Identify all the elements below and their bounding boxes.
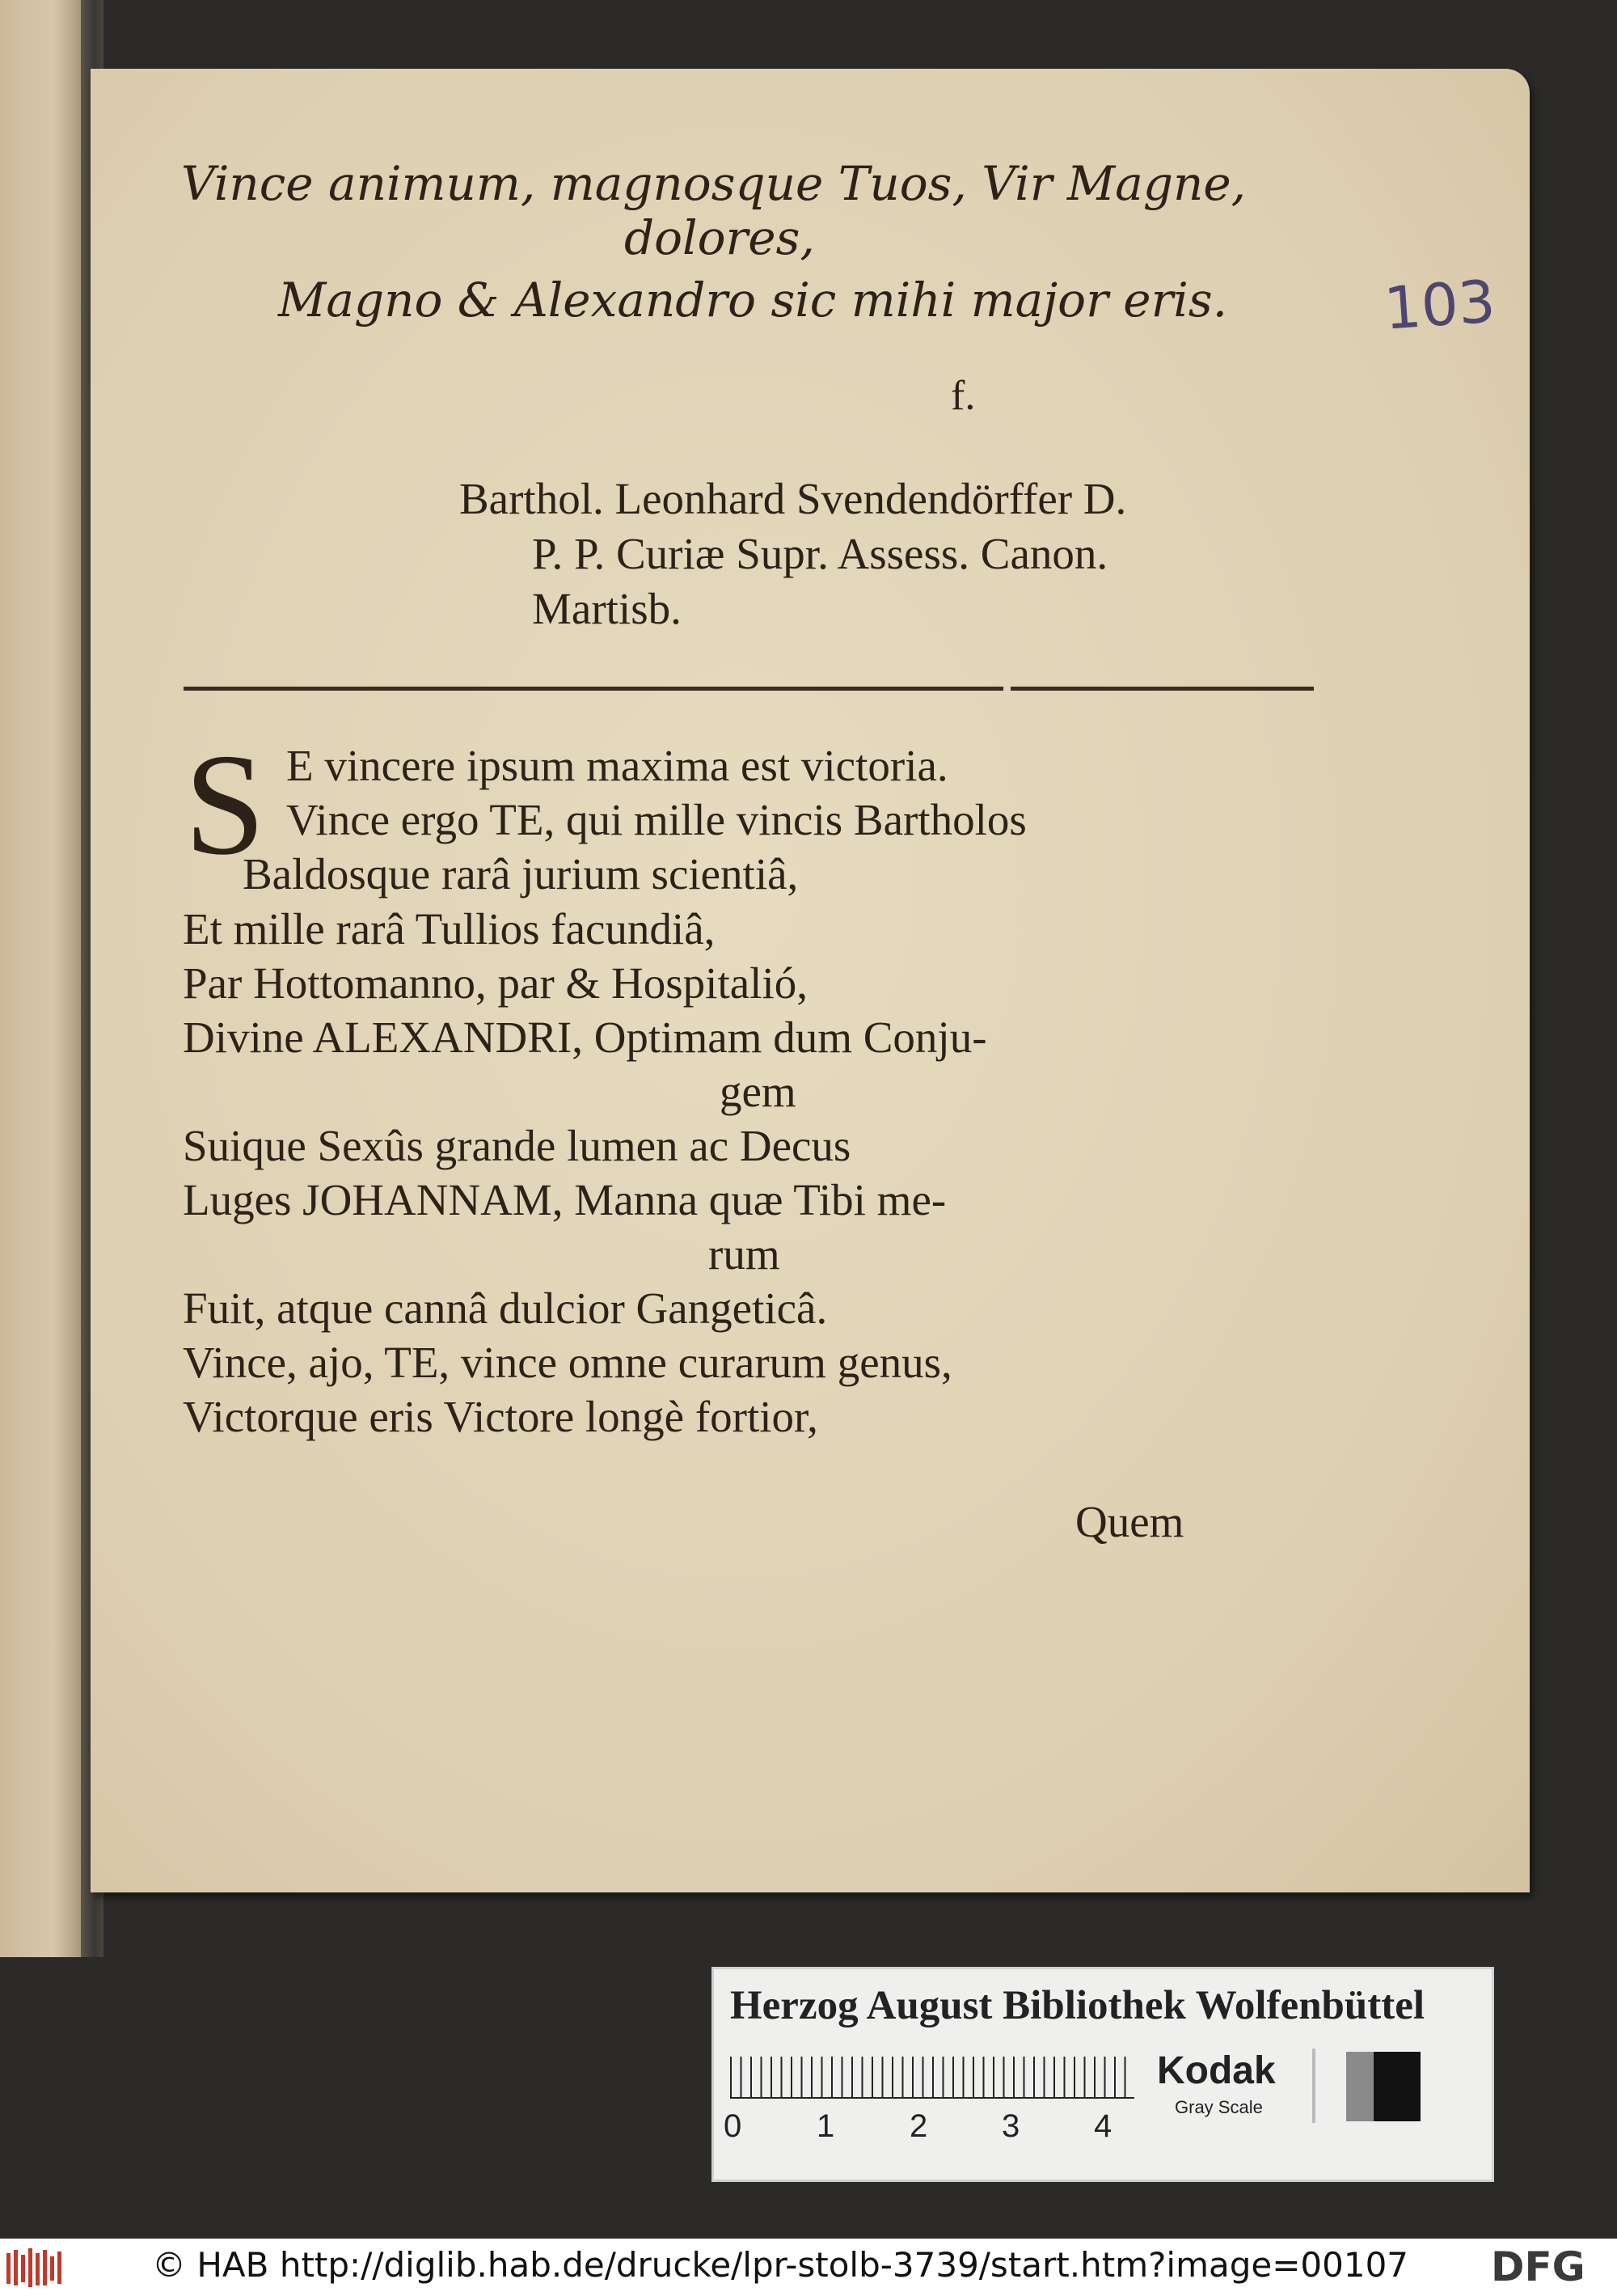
poem-line-6: Divine ALEXANDRI, Optimam dum Conju-: [183, 1013, 987, 1062]
poem-line-10: rum: [708, 1229, 780, 1279]
signature-line-2: P. P. Curiæ Supr. Assess. Canon.: [532, 529, 1108, 578]
poem-line-4: Et mille rarâ Tullios facundiâ,: [183, 904, 716, 953]
card-separator: [1312, 2049, 1315, 2123]
divider-rule-left: [184, 687, 1003, 691]
scale-ruler: [730, 2057, 1134, 2099]
kodak-brand: Kodak: [1157, 2049, 1276, 2092]
ruler-number-3: 3: [1002, 2108, 1020, 2144]
poem-line-7: gem: [720, 1067, 796, 1116]
ruler-number-2: 2: [910, 2108, 928, 2144]
verse-line-1: Vince animum, magnosque Tuos, Vir Magne,: [181, 156, 1247, 211]
divider-rule-right: [1011, 687, 1314, 691]
gray-swatch-mid: [1346, 2052, 1374, 2121]
gray-swatch-black: [1374, 2052, 1421, 2121]
ruler-number-1: 1: [817, 2108, 835, 2144]
poem-line-1: E vincere ipsum maxima est victoria.: [286, 741, 948, 790]
signature-line-3: Martisb.: [532, 584, 682, 633]
verse-line-2: dolores,: [624, 210, 815, 265]
poem-line-5: Par Hottomanno, par & Hospitalió,: [183, 958, 808, 1008]
handwritten-page-number: 103: [1382, 267, 1498, 343]
ruler-number-4: 4: [1094, 2108, 1112, 2144]
footer-bar: [0, 2239, 1617, 2296]
catchword: Quem: [1075, 1497, 1184, 1546]
poem-line-13: Victorque eris Victore longè fortior,: [183, 1392, 818, 1441]
footer-url[interactable]: © HAB http://diglib.hab.de/drucke/lpr-stolb-3739/start.htm?image=00107: [152, 2245, 1409, 2285]
color-reference-card: [711, 1967, 1494, 2182]
dfg-logo: DFG: [1491, 2243, 1585, 2290]
hab-logo-icon: [5, 2247, 70, 2289]
poem-line-3: Baldosque rarâ jurium scientiâ,: [243, 849, 799, 899]
poem-line-2: Vince ergo TE, qui mille vincis Bartholos: [286, 795, 1027, 844]
ruler-number-0: 0: [724, 2108, 742, 2144]
poem-line-8: Suique Sexûs grande lumen ac Decus: [183, 1121, 851, 1170]
poem-line-11: Fuit, atque cannâ dulcior Gangeticâ.: [183, 1283, 828, 1333]
poem-line-9: Luges JOHANNAM, Manna quæ Tibi me-: [183, 1175, 947, 1224]
card-title: Herzog August Bibliothek Wolfenbüttel: [730, 1983, 1425, 2028]
f-mark: f.: [951, 373, 976, 419]
drop-cap: S: [184, 724, 266, 885]
signature-line-1: Barthol. Leonhard Svendendörffer D.: [459, 474, 1127, 523]
poem-line-12: Vince, ajo, TE, vince omne curarum genus,: [183, 1338, 952, 1387]
kodak-subtitle: Gray Scale: [1175, 2097, 1263, 2117]
verse-line-3: Magno & Alexandro sic mihi major eris.: [278, 273, 1228, 328]
